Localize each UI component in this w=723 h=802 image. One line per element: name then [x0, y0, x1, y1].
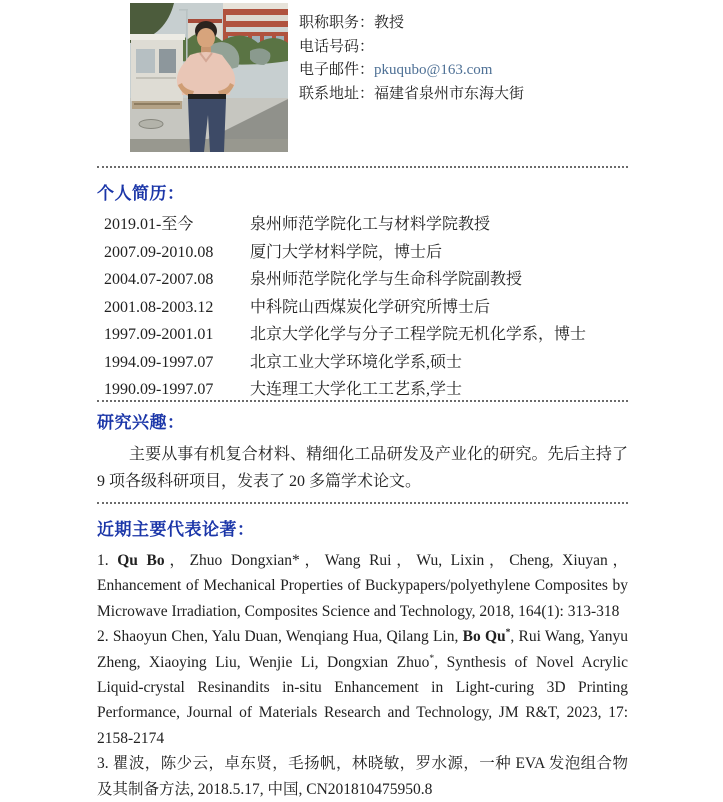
- publication-text-segment: 2. Shaoyun Chen, Yalu Duan, Wenqiang Hua, Qilang Lin,: [97, 628, 463, 646]
- interests-paragraph: 主要从事有机复合材料、精细化工品研发及产业化的研究。先后主持了 9 项各级科研项目，发表了 20 多篇学术论文。: [97, 446, 628, 490]
- resume-entry: [104, 321, 586, 349]
- resume-period: 1994.09-1997.07: [104, 353, 214, 371]
- publication-text-segment: *: [505, 627, 511, 639]
- resume-period: 1997.09-2001.01: [104, 326, 214, 343]
- publication-text-segment: Qu Bo: [117, 552, 165, 569]
- resume-detail: 中科院山西煤炭化学研究所博士后: [250, 298, 491, 316]
- publication-text-segment: *: [429, 652, 435, 664]
- contact-row: [299, 59, 524, 83]
- contact-label: 联系地址：: [299, 85, 375, 102]
- contact-value: 教授: [374, 15, 405, 31]
- resume-detail: 泉州师范学院化学与生命科学院副教授: [250, 271, 523, 288]
- publication-text-segment: , Synthesis of Novel Acrylic Liquid-crystal Resinandits in-situ Enhancement in Light-curing 3D Printing Performance, Journal of Materials Research and Technology, JM R&T, 2023, 17: 2158-2174: [97, 653, 628, 747]
- profile-photo: [130, 3, 288, 152]
- publications-section-title: 近期主要代表论著：: [97, 520, 255, 539]
- resume-entry: [104, 239, 586, 267]
- contact-row: [299, 12, 524, 36]
- publication-text-segment: 3. 瞿波，陈少云，卓东贤，毛扬帆，林晓敏，罗水源，一种 EVA 发泡组合物及其制备方法, 2018.5.17, 中国, CN201810475950.8: [97, 755, 628, 798]
- resume-period: 2004.07-2007.08: [104, 271, 214, 288]
- resume-detail: 大连理工大学化工工艺系,学士: [250, 381, 463, 398]
- resume-entry: [104, 376, 586, 404]
- publication-item: [97, 548, 628, 624]
- publication-item: [97, 624, 628, 751]
- resume-period: 2019.01-至今: [104, 216, 194, 233]
- dotted-divider: [97, 502, 628, 504]
- publication-text-segment: , Rui Wang, Yanyu Zheng, Xiaoying Liu, Wenjie Li, Dongxian Zhuo: [97, 628, 628, 671]
- resume-period: 2007.09-2010.08: [104, 243, 214, 261]
- resume-detail: 北京工业大学环境化学系,硕士: [250, 353, 463, 371]
- email-link[interactable]: pkuqubo@163.com: [374, 62, 493, 78]
- publication-text-segment: 1.: [97, 552, 118, 569]
- resume-entry: [104, 349, 586, 377]
- resume-period: 2001.08-2003.12: [104, 298, 214, 316]
- contact-value: 福建省泉州市东海大街: [374, 85, 525, 102]
- contact-label: 电子邮件：: [299, 62, 375, 78]
- resume-period: 1990.09-1997.07: [104, 381, 214, 398]
- publication-item: [97, 751, 628, 802]
- resume-list: [104, 211, 586, 404]
- resume-section-title: 个人简历：: [97, 184, 185, 203]
- publication-text-segment: Bo Qu: [462, 628, 506, 646]
- publications-list: [97, 548, 628, 802]
- contact-info: [299, 12, 524, 106]
- portrait-photo-graphic: [130, 3, 288, 152]
- resume-entry: [104, 266, 586, 294]
- contact-row: [299, 83, 524, 107]
- resume-entry: [104, 294, 586, 322]
- interests-section-title: 研究兴趣：: [97, 413, 185, 432]
- publication-text-segment: ，Zhuo Dongxian*，Wang Rui，Wu, Lixin，Cheng, Xiuyan，Enhancement of Mechanical Properties of Buckypapers/polyethylene Composites by Microwave Irradiation, Composites Science and Technology, 2018, 164(1): 313-318: [97, 552, 629, 620]
- dotted-divider: [97, 166, 628, 168]
- resume-detail: 厦门大学材料学院，博士后: [250, 243, 443, 261]
- resume-detail: 泉州师范学院化工与材料学院教授: [250, 216, 491, 233]
- resume-entry: [104, 211, 586, 239]
- contact-label: 职称职务：: [299, 15, 375, 31]
- contact-row: [299, 36, 524, 60]
- contact-label: 电话号码：: [299, 38, 375, 55]
- resume-detail: 北京大学化学与分子工程学院无机化学系，博士: [250, 326, 587, 343]
